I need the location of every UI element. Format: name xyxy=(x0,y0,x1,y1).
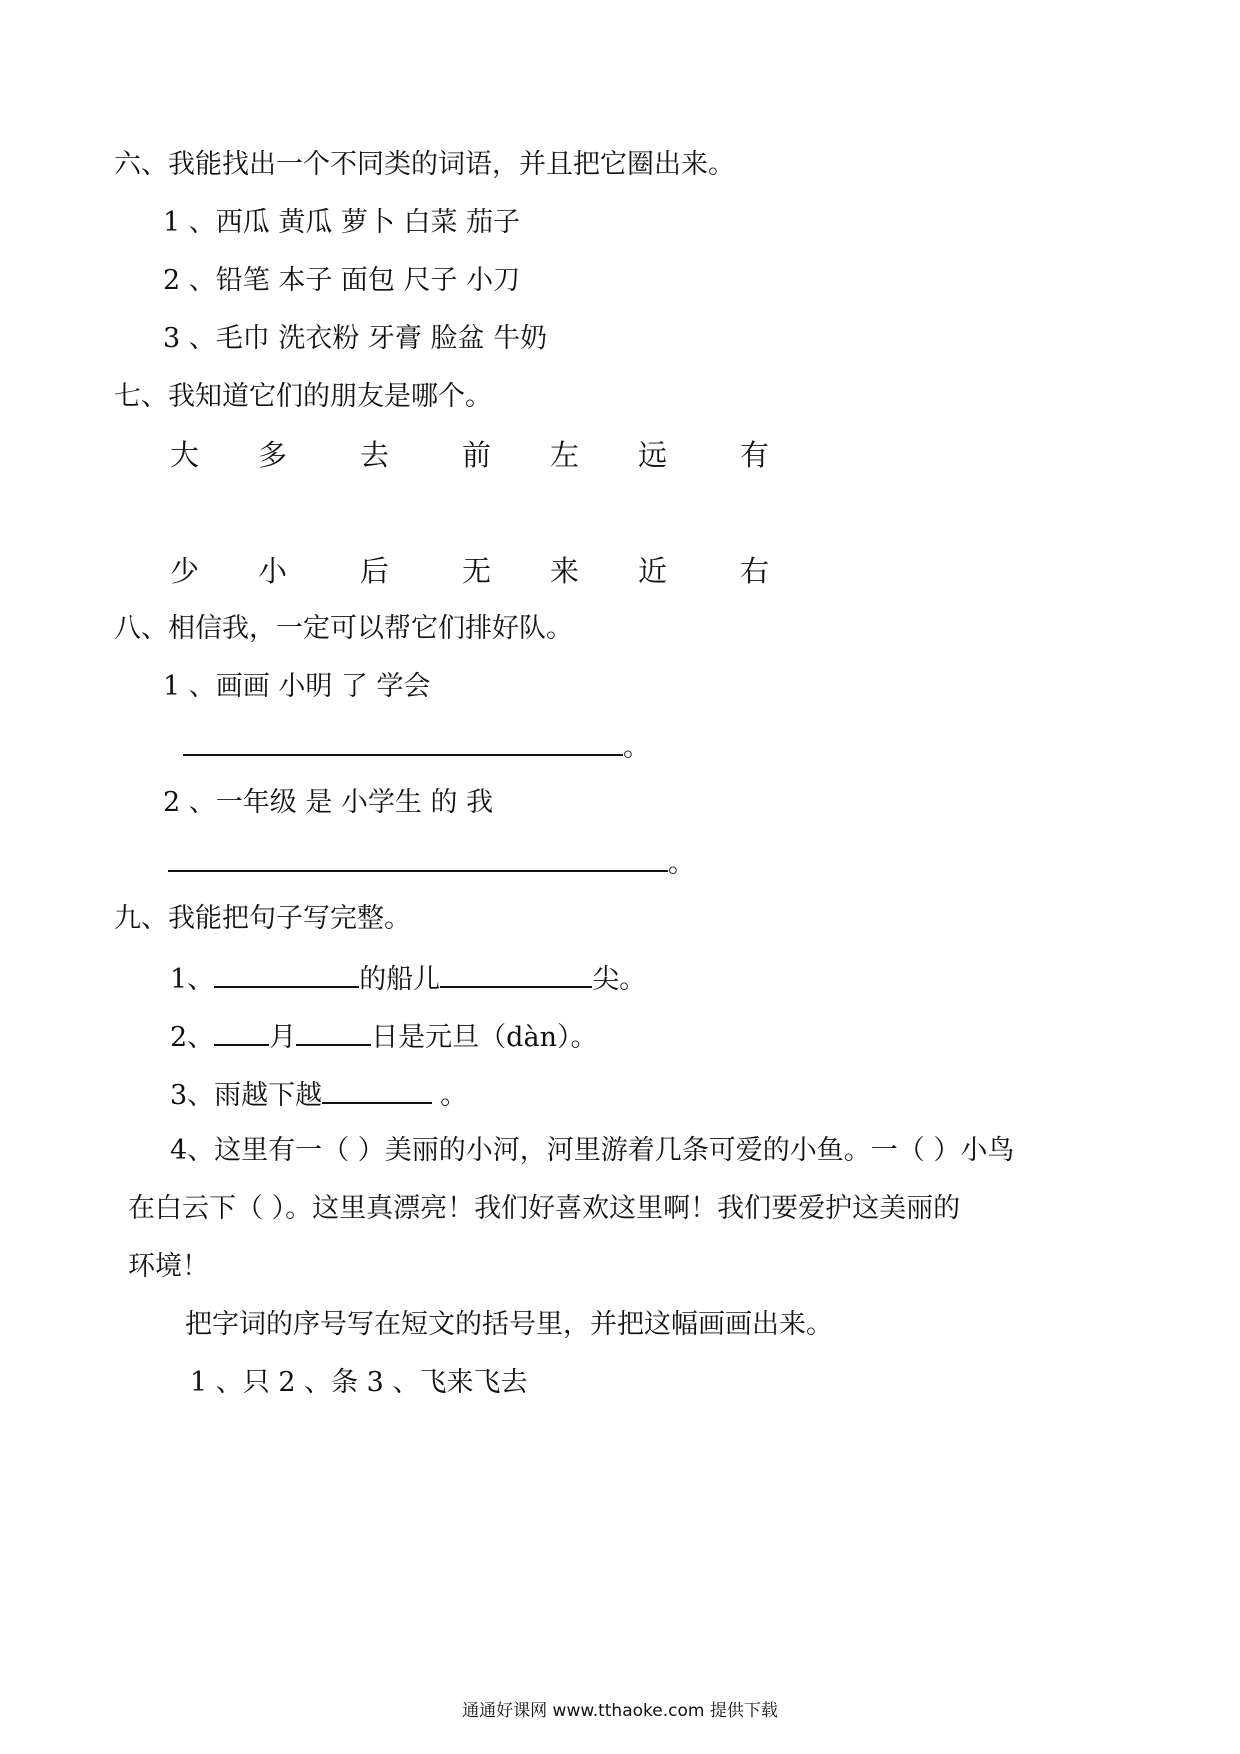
period: 。 xyxy=(668,848,695,879)
section-9-q4-line-3: 环境！ xyxy=(128,1251,209,1282)
fill-blank[interactable] xyxy=(214,1018,269,1046)
section-8-title: 八、相信我，一定可以帮它们排好队。 xyxy=(114,613,573,644)
section-9-options: 1 、只 2 、条 3 、飞来飞去 xyxy=(190,1367,528,1398)
word-4: 前 xyxy=(462,438,492,472)
section-8-answer-2[interactable] xyxy=(168,844,695,881)
fill-blank[interactable] xyxy=(440,960,592,988)
question-number: 1、 xyxy=(170,964,215,995)
section-6-title: 六、我能找出一个不同类的词语，并且把它圈出来。 xyxy=(114,149,735,180)
word-7: 右 xyxy=(740,554,770,588)
fill-blank[interactable] xyxy=(214,960,359,988)
period: 。 xyxy=(623,732,650,763)
section-8-answer-1[interactable] xyxy=(183,728,650,765)
question-text: 。 xyxy=(440,1080,468,1111)
section-9-question-2 xyxy=(170,1018,597,1055)
fill-blank[interactable] xyxy=(322,1076,432,1104)
question-text: 日是元旦（dàn）。 xyxy=(371,1022,598,1053)
word-2: 多 xyxy=(258,438,288,472)
answer-blank[interactable] xyxy=(183,728,623,756)
section-6-item-2: 2 、铅笔 本子 面包 尺子 小刀 xyxy=(163,265,521,296)
section-9-question-3 xyxy=(170,1076,467,1113)
question-number: 2、 xyxy=(170,1022,215,1053)
question-text: 尖。 xyxy=(592,964,647,995)
section-9-question-1 xyxy=(170,960,646,997)
question-text: 3、雨越下越 xyxy=(170,1080,323,1111)
fill-blank[interactable] xyxy=(296,1018,371,1046)
page-footer: 通通好课网 www.tthaoke.com 提供下载 xyxy=(462,1701,778,1721)
word-6: 近 xyxy=(638,554,668,588)
section-8-question-2: 2 、一年级 是 小学生 的 我 xyxy=(163,787,494,818)
section-9-instruction: 把字词的序号写在短文的括号里，并把这幅画画出来。 xyxy=(185,1309,833,1340)
word-3: 后 xyxy=(360,554,390,588)
word-6: 远 xyxy=(638,438,668,472)
word-1: 大 xyxy=(170,438,200,472)
section-8-question-1: 1 、画画 小明 了 学会 xyxy=(163,671,431,702)
word-3: 去 xyxy=(360,438,390,472)
word-1: 少 xyxy=(170,554,200,588)
word-5: 左 xyxy=(550,438,580,472)
word-4: 无 xyxy=(462,554,492,588)
section-6-item-3: 3 、毛巾 洗衣粉 牙膏 脸盆 牛奶 xyxy=(163,323,548,354)
section-9-q4-line-2: 在白云下（ ）。这里真漂亮！我们好喜欢这里啊！我们要爱护这美丽的 xyxy=(128,1193,961,1224)
word-2: 小 xyxy=(258,554,288,588)
section-7-title: 七、我知道它们的朋友是哪个。 xyxy=(114,381,492,412)
section-6-item-1: 1 、西瓜 黄瓜 萝卜 白菜 茄子 xyxy=(163,207,521,238)
section-9-q4-line-1: 4、这里有一（ ）美丽的小河，河里游着几条可爱的小鱼。一（ ）小鸟 xyxy=(170,1135,1015,1166)
question-text: 的船儿 xyxy=(359,964,441,995)
answer-blank[interactable] xyxy=(168,844,668,872)
word-7: 有 xyxy=(740,438,770,472)
question-text: 月 xyxy=(269,1022,297,1053)
section-9-title: 九、我能把句子写完整。 xyxy=(114,903,411,934)
word-5: 来 xyxy=(550,554,580,588)
